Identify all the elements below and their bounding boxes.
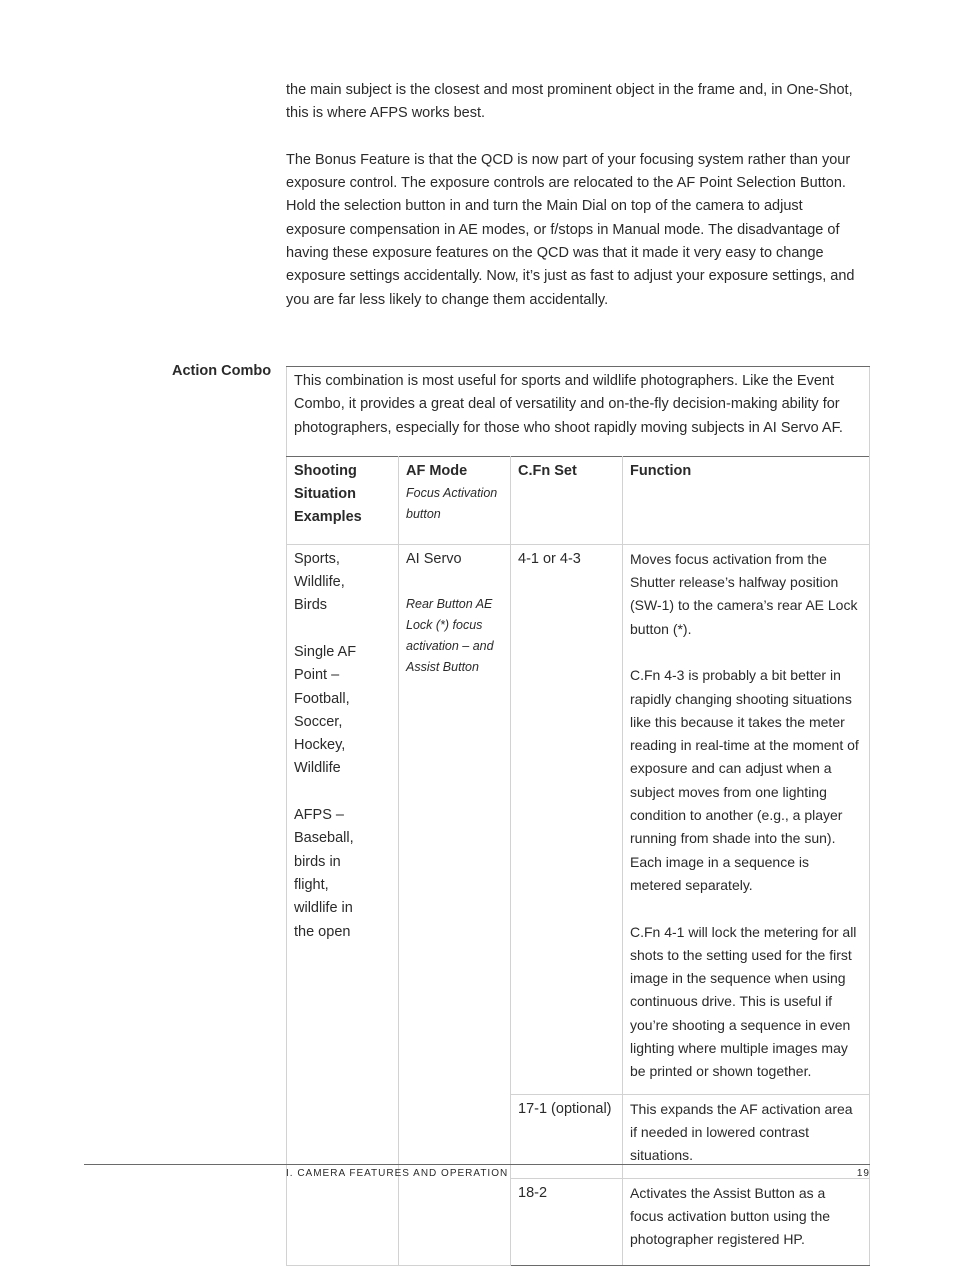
function-cell bbox=[623, 544, 870, 1094]
header-label: AF Mode bbox=[406, 462, 468, 479]
header-label: C.Fn Set bbox=[518, 462, 577, 479]
spacer bbox=[630, 641, 862, 664]
situation-line: Baseball, bbox=[294, 830, 354, 847]
header-function bbox=[623, 456, 870, 544]
situation-line: Single AF bbox=[294, 643, 357, 660]
header-label: Shooting Situation Examples bbox=[294, 462, 362, 526]
situation-line: wildlife in bbox=[294, 900, 353, 917]
function-paragraph: This expands the AF activation area if needed in lowered contrast situations. bbox=[630, 1100, 853, 1164]
situations-cell bbox=[287, 544, 399, 1266]
situation-line: Soccer, bbox=[294, 713, 343, 730]
cfn-cell: 4-1 or 4-3 bbox=[511, 544, 623, 1094]
header-label: Function bbox=[630, 462, 692, 479]
table-row bbox=[287, 544, 870, 1094]
cfn-cell: 18-2 bbox=[511, 1178, 623, 1266]
af-mode-value: AI Servo bbox=[406, 550, 462, 567]
header-sublabel: Focus Activation button bbox=[406, 486, 498, 522]
function-cell bbox=[623, 1094, 870, 1178]
intro-text bbox=[286, 79, 866, 335]
situation-line: the open bbox=[294, 923, 351, 940]
function-paragraph: C.Fn 4-1 will lock the metering for all shots to the setting used for the first image in the sequence when using continuous drive. This is useful if you’re shooting a sequence in even lighting where multiple images may be printed or shown together. bbox=[630, 923, 857, 1080]
situation-line: Point – bbox=[294, 667, 340, 684]
situation-line: Wildlife bbox=[294, 760, 341, 777]
situation-line: birds in bbox=[294, 853, 341, 870]
intro-paragraph-2: The Bonus Feature is that the QCD is now part of your focusing system rather than your exposure control. The exposure controls are relocated to the AF Point Selection Button. Hold the selection button in and turn the Main Dial on top of the camera to adjust exposure compensation in AE modes, or f/stops in Manual mode. The disadvantage of having these exposure features on the QCD was that it made it very easy to change exposure settings accidentally. Now, it’s just as fast to adjust your exposure settings, and you are far less likely to change them accidentally. bbox=[286, 151, 855, 308]
footer-chapter-title: I. CAMERA FEATURES AND OPERATION bbox=[286, 1168, 509, 1179]
spacer bbox=[630, 897, 862, 920]
situation-line: Birds bbox=[294, 597, 328, 614]
table-header-row bbox=[287, 456, 870, 544]
function-paragraph: Moves focus activation from the Shutter release’s halfway position (SW-1) to the camera’s rear AE Lock button (*). bbox=[630, 550, 858, 637]
function-cell bbox=[623, 1178, 870, 1266]
situation-line: Hockey, bbox=[294, 737, 346, 754]
page-number: 19 bbox=[856, 1168, 870, 1179]
af-mode-subtext: Rear Button AE Lock (*) focus activation – and Assist Button bbox=[406, 597, 494, 675]
af-mode-cell bbox=[399, 544, 511, 1266]
settings-table bbox=[286, 456, 870, 1266]
header-af-mode bbox=[399, 456, 511, 544]
section-heading-action-combo: Action Combo bbox=[172, 363, 272, 379]
intro-paragraph-1: the main subject is the closest and most prominent object in the frame and, in One-Shot, this is where AFPS works best. bbox=[286, 82, 853, 122]
situation-line: AFPS – bbox=[294, 807, 344, 824]
header-shooting-situation bbox=[287, 456, 399, 544]
footer-rule bbox=[84, 1164, 870, 1165]
function-paragraph: C.Fn 4-3 is probably a bit better in rapidly changing shooting situations like this because it takes the meter reading in real-time at the moment of exposure and can adjust when a subject moves from one lighting condition to another (e.g., a player running from shade into the sun). Each image in a sequence is metered separately. bbox=[630, 667, 859, 893]
spacer bbox=[406, 571, 503, 594]
situation-line: Sports, bbox=[294, 550, 340, 567]
situation-line: flight, bbox=[294, 876, 329, 893]
spacer bbox=[294, 781, 391, 804]
action-combo-box bbox=[286, 366, 870, 1266]
function-paragraph: Activates the Assist Button as a focus activation button using the photographer registered HP. bbox=[630, 1184, 831, 1248]
spacer bbox=[294, 618, 391, 641]
cfn-cell: 17-1 (optional) bbox=[511, 1094, 623, 1178]
situation-line: Football, bbox=[294, 690, 350, 707]
combo-description: This combination is most useful for sports and wildlife photographers. Like the Event Combo, it provides a great deal of versatility and on-the-fly decision-making ability for photographers, especially for those who shoot rapidly moving subjects in AI Servo AF. bbox=[286, 367, 870, 456]
situation-line: Wildlife, bbox=[294, 574, 345, 591]
header-cfn-set bbox=[511, 456, 623, 544]
